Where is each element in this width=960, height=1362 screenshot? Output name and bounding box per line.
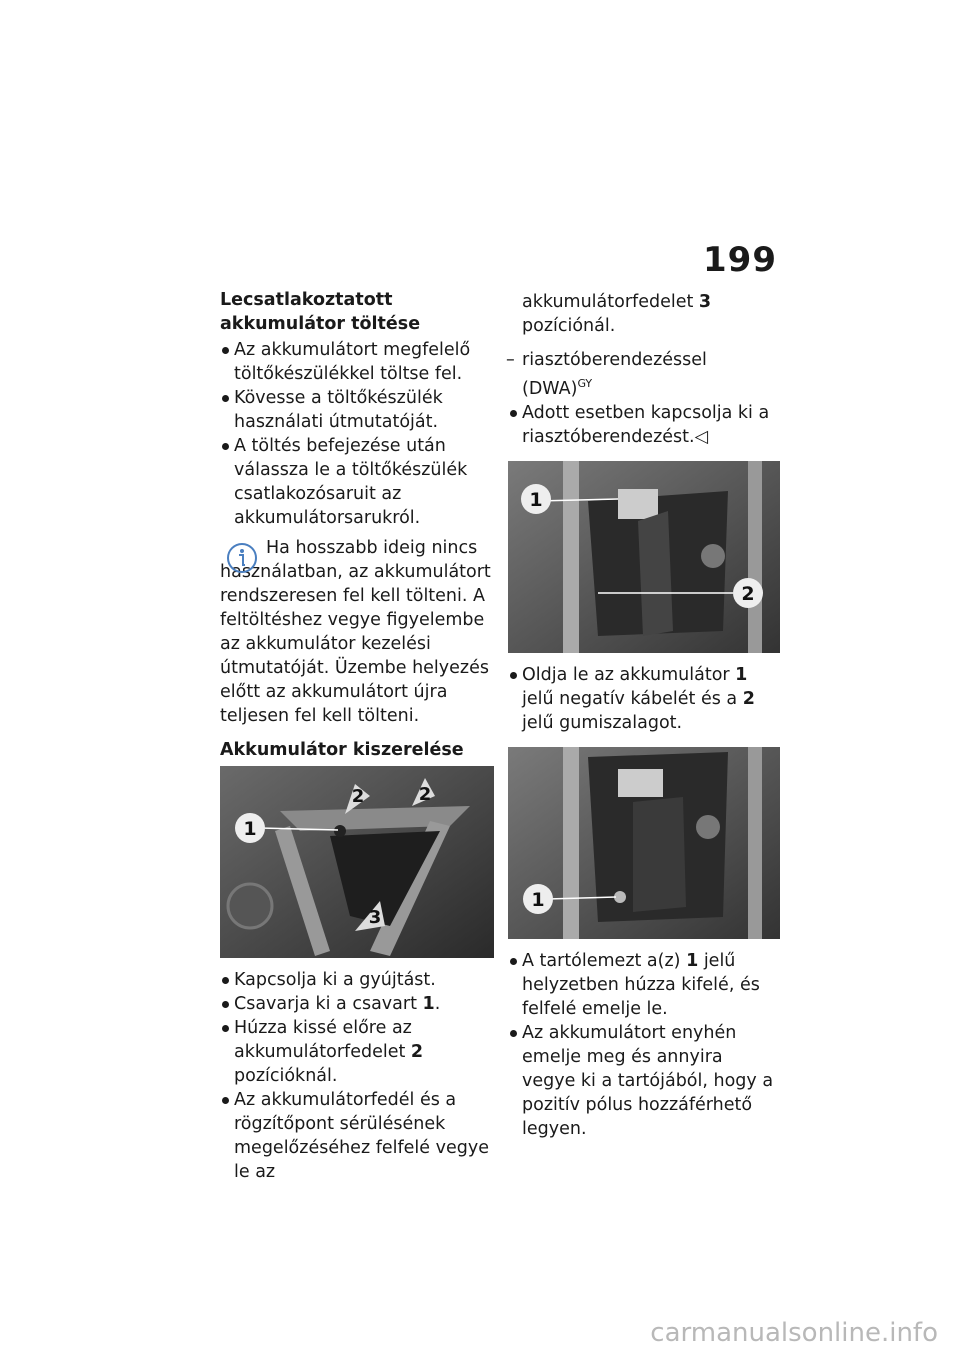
condition-item: – riasztóberendezéssel (DWA)$^{GY}$ <box>508 348 780 401</box>
list-item: Az akkumulátort megfelelő töltőkészülékkel töltse fel. <box>220 338 495 386</box>
info-note <box>220 536 495 728</box>
photo-label: 2 <box>351 786 365 807</box>
section-heading-charging: Lecsatlakoztatott akkumulátor töltése <box>220 290 421 334</box>
list-item: Oldja le az akkumulátor 1 jelű negatív kábelét és a 2 jelű gumiszalagot. <box>508 663 780 735</box>
removal-steps <box>220 968 495 1184</box>
charging-steps <box>220 338 495 530</box>
photo-label: 3 <box>368 907 382 928</box>
left-column <box>220 288 495 1184</box>
photo-label: 2 <box>418 784 432 805</box>
list-item: Kövesse a töltőkészülék használati útmutatóját. <box>220 386 495 434</box>
photo-label: 1 <box>529 488 543 511</box>
right-column <box>508 290 780 1141</box>
continued-text: akkumulátorfedelet 3 pozíciónál. <box>522 292 712 336</box>
watermark: carmanualsonline.info <box>650 1318 938 1348</box>
photo-label: 1 <box>243 818 257 840</box>
info-icon <box>226 542 258 574</box>
battery-cable-photo <box>508 461 780 653</box>
list-item: Az akkumulátort enyhén emelje meg és annyira vegye ki a tartójából, hogy a pozitív pólus hozzáférhető legyen. <box>508 1021 780 1141</box>
cable-steps <box>508 663 780 735</box>
list-item: A tartólemezt a(z) 1 jelű helyzetben húzza kifelé, és felfelé emelje le. <box>508 949 780 1021</box>
list-item: Csavarja ki a csavart 1. <box>220 992 495 1016</box>
photo-label: 1 <box>531 888 545 911</box>
battery-cover-photo <box>220 766 494 958</box>
section-heading-removal: Akkumulátor kiszerelése <box>220 740 464 760</box>
dwa-steps <box>508 348 780 449</box>
page-number: 199 <box>703 240 777 280</box>
list-item: Adott esetben kapcsolja ki a riasztóberendezést.◁ <box>508 401 780 449</box>
list-item: Kapcsolja ki a gyújtást. <box>220 968 495 992</box>
country-code: GY <box>577 377 593 390</box>
holding-plate-photo <box>508 747 780 939</box>
list-item: Húzza kissé előre az akkumulátorfedelet 2 pozícióknál. <box>220 1016 495 1088</box>
list-item: A töltés befejezése után válassza le a töltőkészülék csatlakozósaruit az akkumulátorsarukról. <box>220 434 495 530</box>
end-mark-icon: ◁ <box>694 426 709 447</box>
list-item: Az akkumulátorfedél és a rögzítőpont sérülésének megelőzéséhez felfelé vegye le az <box>220 1088 495 1184</box>
plate-steps <box>508 949 780 1141</box>
photo-label: 2 <box>741 582 755 605</box>
note-text: Ha hosszabb ideig nincs használatban, az akkumulátort rendszeresen fel kell tölteni. A feltöltéshez vegye figyelembe az akkumulátor kezelési útmutatóját. Üzembe helyezés előtt az akkumulátort újra teljesen fel kell tölteni. <box>220 538 491 726</box>
